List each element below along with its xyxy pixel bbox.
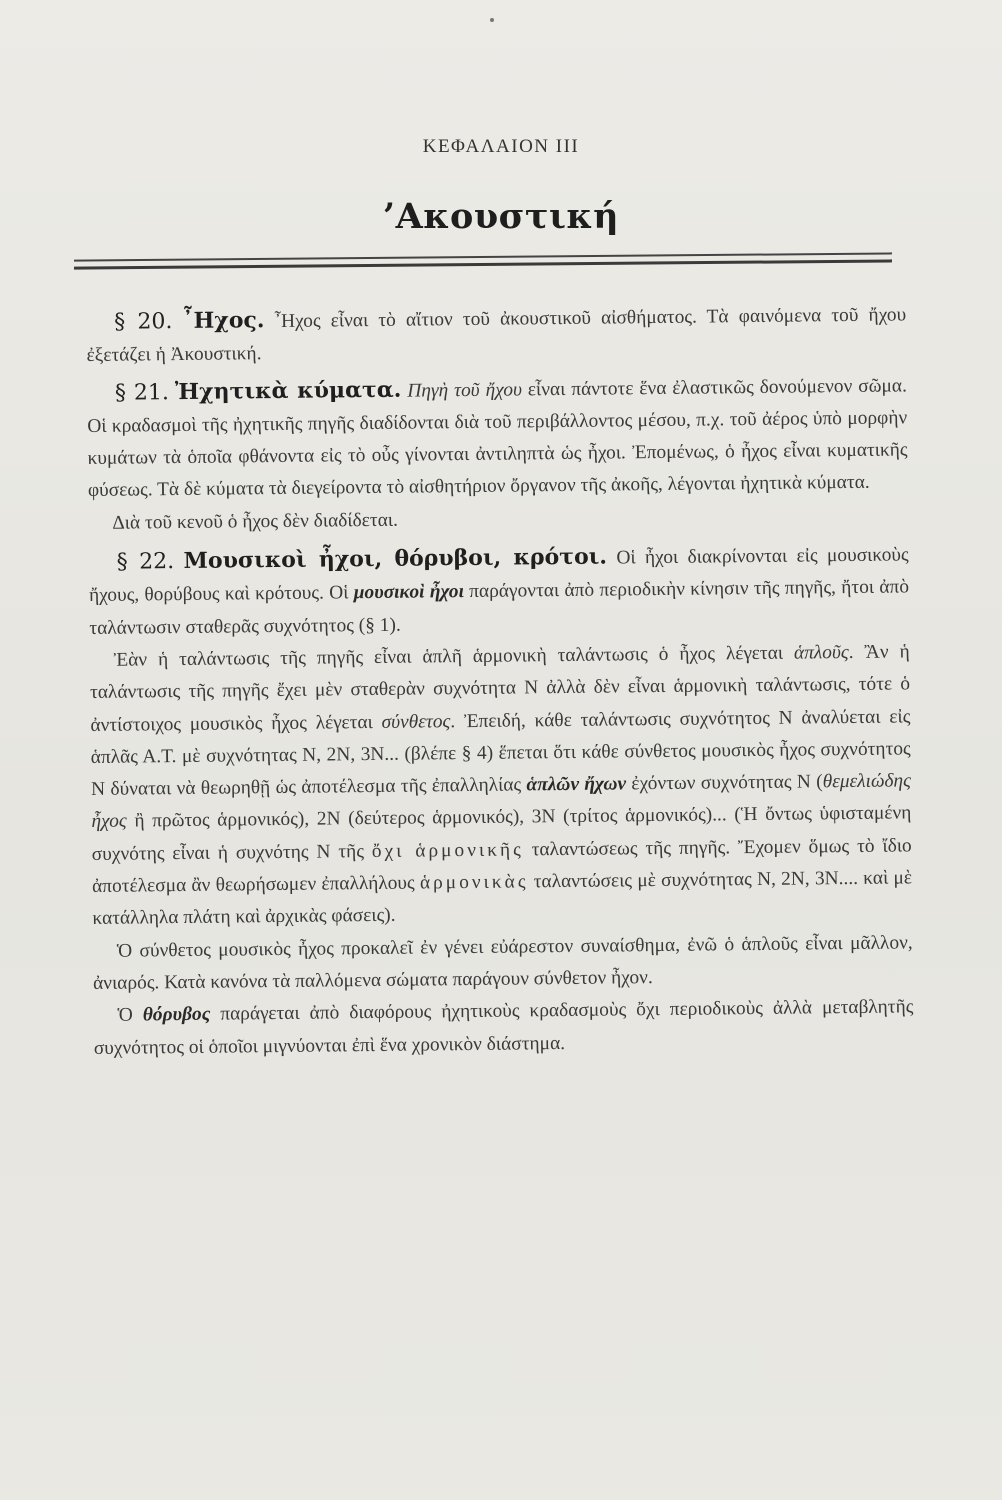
chapter-label: ΚΕΦΑΛΑΙΟΝ III — [422, 136, 580, 157]
section-number: § 22. — [116, 549, 175, 575]
paragraph — [93, 927, 914, 1000]
paragraph-text: παράγεται ἀπὸ διαφόρους ἠχητικοὺς κραδασμοὺς ὄχι περιοδικοὺς ἀλλὰ μεταβλητῆς συχνότητος οἱ ὁποῖοι μιγνύονται ἐπὶ ἕνα χρονικὸν διάστημα. — [93, 996, 914, 1059]
paragraph-text: Ὁ — [117, 1004, 133, 1026]
paragraph-text: ἢ πρῶτος ἁρμονικός), 2N (δεύτερος ἁρμονικός), 3N (τρίτος ἁρμονικός)... (Ἡ ὄντως ὑφισταμένη συχνότης εἶναι ἡ συχνότης N τῆς — [91, 802, 912, 865]
section-text: ῏Ηχος εἶναι τὸ αἴτιον τοῦ ἀκουστικοῦ αἰσθήματος. Τὰ φαινόμενα τοῦ ἤχου ἐξετάζει ἡ Ἀκουστική. — [86, 304, 907, 367]
paragraph — [93, 992, 914, 1065]
section-heading: ῏Ηχος. — [182, 307, 265, 334]
paragraph-text: Διὰ τοῦ κενοῦ ὁ ἦχος δὲν διαδίδεται. — [112, 509, 398, 534]
chapter-body — [86, 297, 914, 1064]
paragraph-text: . Ἂν ἡ ταλάντωσις τῆς πηγῆς ἔχει μὲν σταθερὰν συχνότητα N ἀλλὰ δὲν εἶναι ἁρμονικὴ ταλάντωσις, τότε ὁ ἀντίστοιχος μουσικὸς ἦχος λέγεται — [89, 641, 911, 736]
section-text: Οἱ ἦχοι διακρίνονται εἰς μουσικοὺς ἤχους, θορύβους καὶ κρότους. Οἱ — [88, 544, 909, 607]
emphasis-term: θόρυβος — [142, 1003, 211, 1026]
emphasis-term: ἁπλῶν ἤχων — [526, 773, 627, 796]
emphasis-term: μουσικοὶ ἦχοι — [353, 581, 465, 604]
section-20 — [86, 297, 907, 372]
emphasis-term: Πηγὴ τοῦ ἤχου — [407, 379, 523, 402]
rule-thick — [74, 259, 892, 269]
emphasis-term: ἁπλοῦς — [793, 642, 849, 664]
section-21 — [87, 368, 908, 508]
section-number: § 20. — [114, 309, 173, 335]
title-rule — [74, 256, 892, 266]
emphasis-term: σύνθετος — [381, 710, 451, 733]
paragraph-text: Ἐὰν ἡ ταλάντωσις τῆς πηγῆς εἶναι ἁπλῆ ἁρμονικὴ ταλάντωσις ὁ ἦχος λέγεται — [113, 642, 784, 671]
section-text: εἶναι πάντοτε ἕνα ἐλαστικῶς δονούμενον σῶμα. Οἱ κραδασμοὶ τῆς ἠχητικῆς πηγῆς διαδίδονται διὰ τοῦ περιβάλλοντος μέσου, π.χ. τοῦ ἀέρος ὑπὸ μορφὴν κυμάτων τὰ ὁποῖα φθάνοντα εἰς τὸ οὖς γίνονται ἀντιληπτὰ ὡς ἦχοι. Ἐπομένως, ὁ ἦχος εἶναι κυματικῆς φύσεως. Τὰ δὲ κύματα τὰ διεγείροντα τὸ αἰσθητήριον ὄργανον τῆς ἀκοῆς, λέγονται ἠχητικὰ κύματα. — [87, 375, 908, 502]
paragraph-text: ταλαντώσεως τῆς πηγῆς. Ἔχομεν ὅμως τὸ ἴδιο ἀποτέλεσμα ἂν θεωρήσωμεν ἐπαλλήλους — [91, 835, 912, 898]
chapter-title: ’Ακουστική — [382, 196, 620, 237]
section-22 — [89, 537, 910, 644]
paragraph-text: Ὁ σύνθετος μουσικὸς ἦχος προκαλεῖ ἐν γένει εὐάρεστον συναίσθημα, ἐνῶ ὁ ἁπλοῦς εἶναι μᾶλλον, ἀνιαρός. Κατὰ κανόνα τὰ παλλόμενα σώματα παράγουν σύνθετον ἦχον. — [92, 932, 913, 994]
emphasis-term: θεμελιώδης ἦχος — [91, 770, 912, 833]
paragraph-text: ἐχόντων συχνότητας N ( — [631, 771, 823, 795]
spaced-term: ἁρμονικὰς — [419, 871, 529, 894]
paragraph-text: . Ἐπειδή, κάθε ταλάντωσις συχνότητος N ἀναλύεται εἰς ἁπλᾶς Α.Τ. μὲ συχνότητας N, 2N, 3N... (βλέπε § 4) ἕπεται ὅτι κάθε σύνθετος μουσικὸς ἦχος συχνότητος N δύναται νὰ θεωρηθῇ ὡς ἀποτέλεσμα τῆς ἐπαλληλίας — [90, 705, 911, 801]
section-number: § 21. — [114, 379, 170, 406]
section-text: παράγονται ἀπὸ περιοδικὴν κίνησιν τῆς πηγῆς, ἤτοι ἀπὸ ταλάντωσιν σταθερᾶς συχνότητος (§ 1). — [89, 576, 910, 639]
spaced-term: ὄχι ἁρμονικῆς — [371, 839, 524, 862]
paragraph — [90, 636, 913, 935]
ink-dot — [490, 18, 494, 22]
section-heading: Μουσικοὶ ἦχοι, θόρυβοι, κρότοι. — [183, 543, 608, 575]
section-heading: Ἠχητικὰ κύματα. — [174, 376, 402, 405]
paragraph-text: ταλαντώσεις μὲ συχνότητας N, 2N, 3N.... καὶ μὲ κατάλληλα πλάτη καὶ ἀρχικὰς φάσεις). — [92, 867, 913, 930]
